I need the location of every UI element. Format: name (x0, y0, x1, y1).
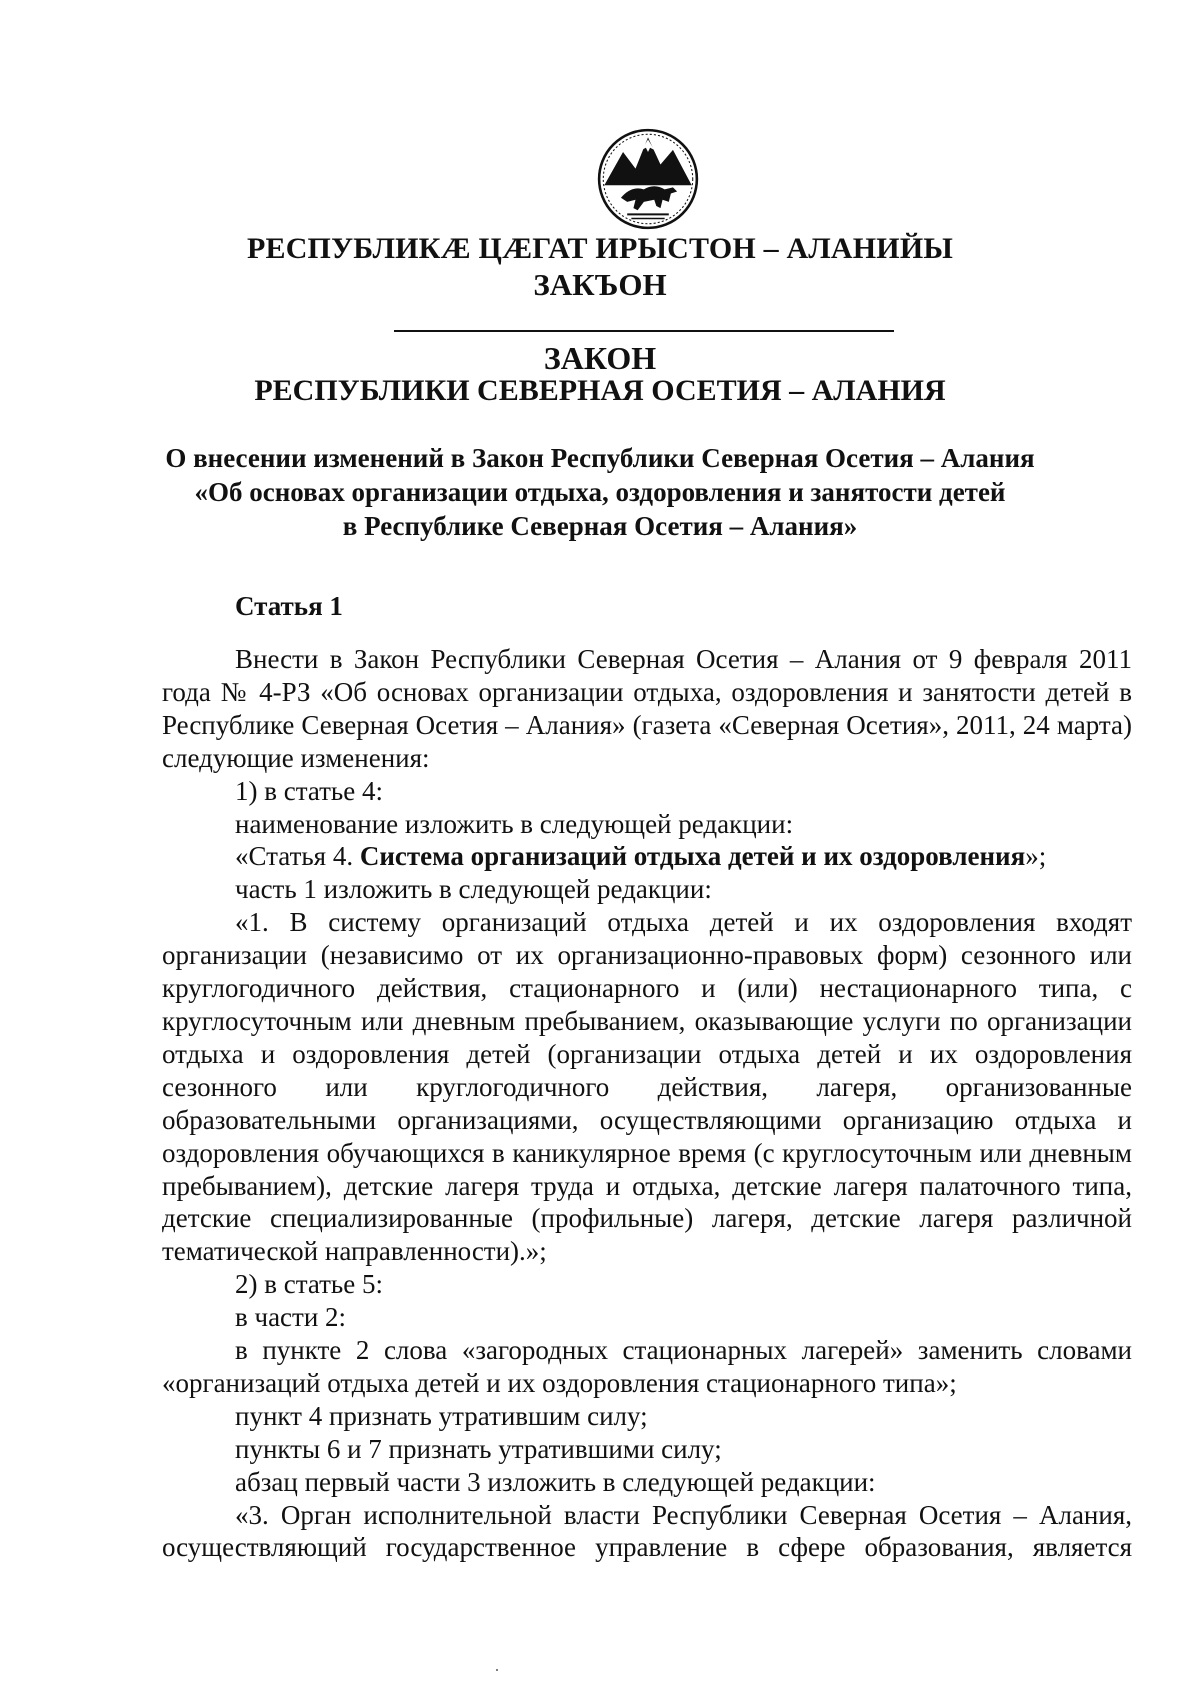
paragraph: часть 1 изложить в следующей редакции: (235, 874, 712, 905)
scan-speck (496, 1669, 498, 1671)
law-title-line-3: в Республике Северная Осетия – Алания» (342, 511, 858, 541)
paragraph: абзац первый части 3 изложить в следующей редакции: (235, 1466, 876, 1497)
paragraph: «1. В систему организаций отдыха детей и их оздоровления входят организации (независимо от их организационно-правовых форм) сезонного или круглогодичного действия, стационарного и (или) нестационарного типа, с круглосуточным или дневным пребыванием, оказывающие услуги по организации отдыха и оздоровления детей (организации отдыха детей и их оздоровления сезонного или круглогодичного действия, лагеря, организованные образовательными организациями, осуществляющими организацию отдыха и оздоровления обучающихся в каникулярное время (с круглосуточным или дневным пребыванием), детские лагеря труда и отдыха, детские лагеря палаточного типа, детские специализированные (профильные) лагеря, детские лагеря различной тематической направленности).»; (162, 907, 1132, 1267)
paragraph: «3. Орган исполнительной власти Республики Северная Осетия – Алания, осуществляющий государственное управление в сфере образования, является (162, 1499, 1132, 1563)
ossetian-law-heading: ЗАКЪОН (533, 267, 667, 302)
coat-of-arms-icon (596, 127, 700, 231)
text-fragment: «Статья 4. (235, 841, 360, 872)
bold-text-fragment: Система организаций отдыха детей и их оздоровления (359, 841, 1026, 872)
paragraph: в части 2: (235, 1302, 347, 1333)
russian-law-heading: ЗАКОН (543, 340, 657, 376)
russian-republic-heading: РЕСПУБЛИКИ СЕВЕРНАЯ ОСЕТИЯ – АЛАНИЯ (254, 374, 946, 407)
paragraph: наименование изложить в следующей редакции: (235, 808, 794, 839)
paragraph: Внести в Закон Республики Северная Осетия – Алания от 9 февраля 2011 года № 4-РЗ «Об основах организации отдыха, оздоровления и занятости детей в Республике Северная Осетия – Алания» (газета «Северная Осетия», 2011, 24 марта) следующие изменения: (162, 644, 1132, 773)
paragraph: пункт 4 признать утратившим силу; (235, 1400, 648, 1431)
text-fragment: »; (1025, 841, 1047, 872)
paragraph-article-4-title (162, 840, 1132, 873)
article-heading: Статья 1 (235, 591, 343, 621)
divider-line (394, 330, 894, 332)
paragraph: 2) в статье 5: (235, 1269, 383, 1300)
law-title-line-1: О внесении изменений в Закон Республики Северная Осетия – Алания (165, 443, 1035, 473)
paragraph: 1) в статье 4: (235, 775, 383, 806)
law-title-line-2: «Об основах организации отдыха, оздоровления и занятости детей (194, 477, 1006, 507)
paragraph: пункты 6 и 7 признать утратившими силу; (235, 1433, 722, 1464)
paragraph: в пункте 2 слова «загородных стационарных лагерей» заменить словами «организаций отдыха детей и их оздоровления стационарного типа»; (162, 1335, 1132, 1398)
ossetian-republic-heading: РЕСПУБЛИКӔ ЦӔГАТ ИРЫСТОН – АЛАНИЙЫ (246, 232, 954, 265)
article-body (162, 643, 1132, 1564)
